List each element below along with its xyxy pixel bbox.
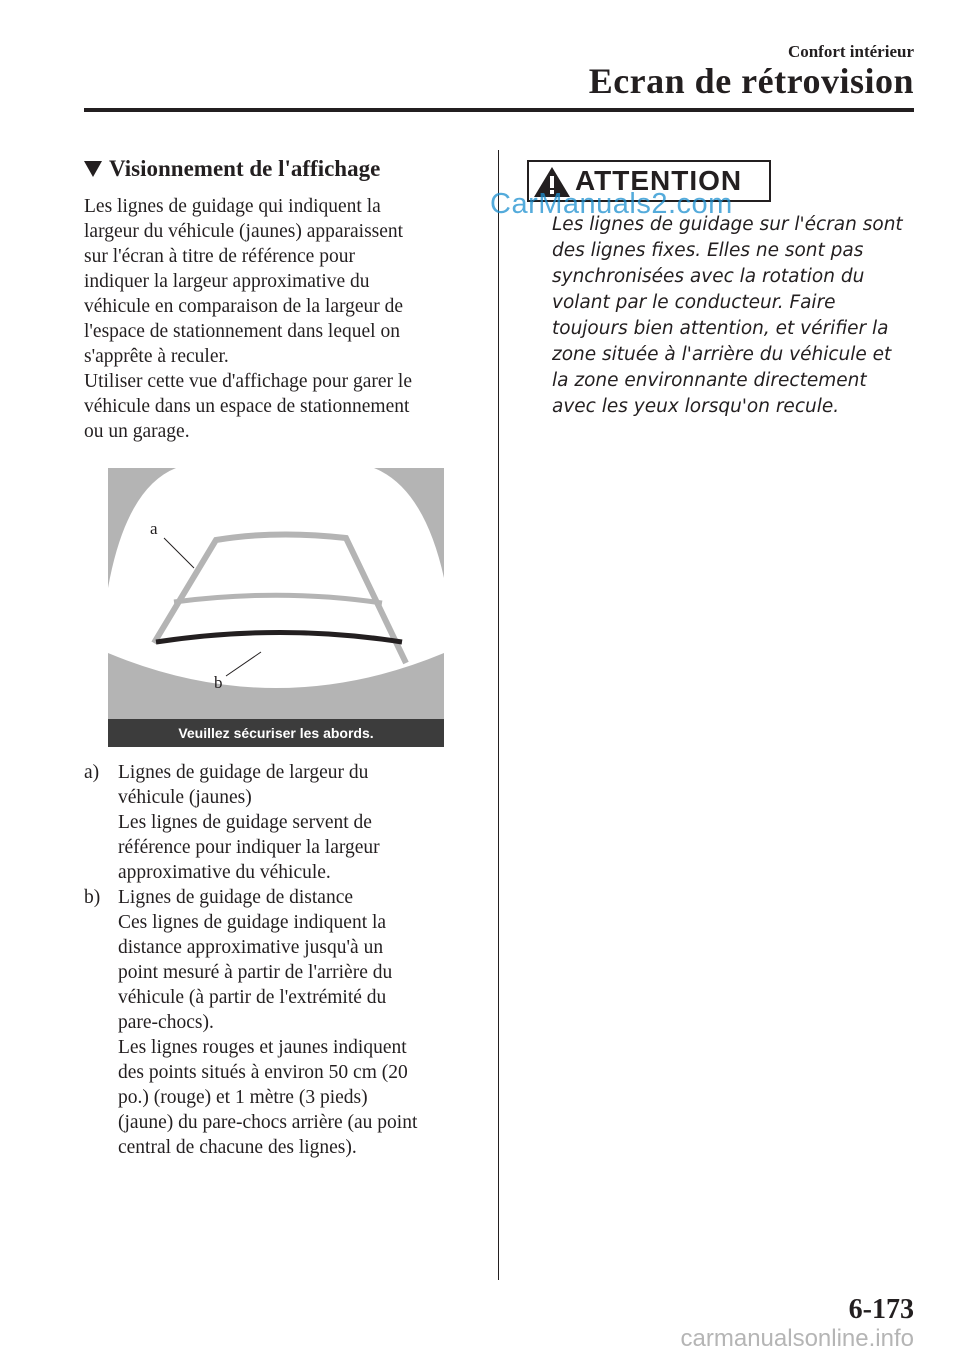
page-title: Ecran de rétrovision (588, 61, 914, 101)
header-rule (84, 108, 914, 112)
legend-title: Lignes de guidage de distance (118, 887, 353, 908)
legend-item-a (84, 760, 484, 885)
section-heading (84, 156, 474, 182)
column-divider (498, 150, 499, 1280)
legend-letter: b) (84, 887, 101, 908)
legend-item-b (84, 885, 484, 1160)
watermark-top: CarManuals2.com (490, 188, 733, 220)
legend-title: Lignes de guidage de largeur du véhicule (jaunes) (118, 762, 369, 808)
legend (84, 760, 484, 1160)
figure-label-a: a (150, 519, 158, 538)
attention-text: Les lignes de guidage sur l'écran sont des lignes fixes. Elles ne sont pas synchronisées avec la rotation du volant par le conducteur. Faire toujours bien attention, et vérifier la zone située à l'arrière du véhicule et la zone environnante directement avec les yeux lorsqu'on recule. (552, 214, 903, 417)
rear-view-camera-illustration (106, 468, 444, 747)
watermark-bottom: carmanualsonline.info (680, 1325, 914, 1352)
page-number: 6-173 (848, 1294, 914, 1325)
section-heading-text: Visionnement de l'affichage (109, 156, 381, 181)
usage-paragraph: Utiliser cette vue d'affichage pour garer le véhicule dans un espace de stationnement ou un garage. (84, 371, 412, 442)
legend-description: Les lignes de guidage servent de référence pour indiquer la largeur approximative du véhicule. (118, 812, 380, 883)
legend-letter: a) (84, 762, 100, 783)
attention-label: ATTENTION (575, 165, 743, 196)
header-section-label: Confort intérieur (787, 42, 914, 61)
figure-label-b: b (214, 673, 223, 692)
down-triangle-icon (84, 161, 102, 177)
left-column (84, 150, 474, 444)
intro-paragraph: Les lignes de guidage qui indiquent la largeur du véhicule (jaunes) apparaissent sur l'écran à titre de référence pour indiquer la largeur approximative du véhicule en comparaison de la largeur de l'espace de stationnement dans lequel on s'apprête à reculer. (84, 196, 404, 367)
legend-description: Ces lignes de guidage indiquent la distance approximative jusqu'à un point mesuré à partir de l'arrière du véhicule (à partir de l'extrémité du pare-chocs). Les lignes rouges et jaunes indiquent des points situés à environ 50 cm (20 po.) (rouge) et 1 mètre (3 pieds) (jaune) du pare-chocs arrière (au point central de chacune des lignes). (118, 912, 418, 1158)
figure-caption-bar: Veuillez sécuriser les abords. (108, 719, 444, 747)
